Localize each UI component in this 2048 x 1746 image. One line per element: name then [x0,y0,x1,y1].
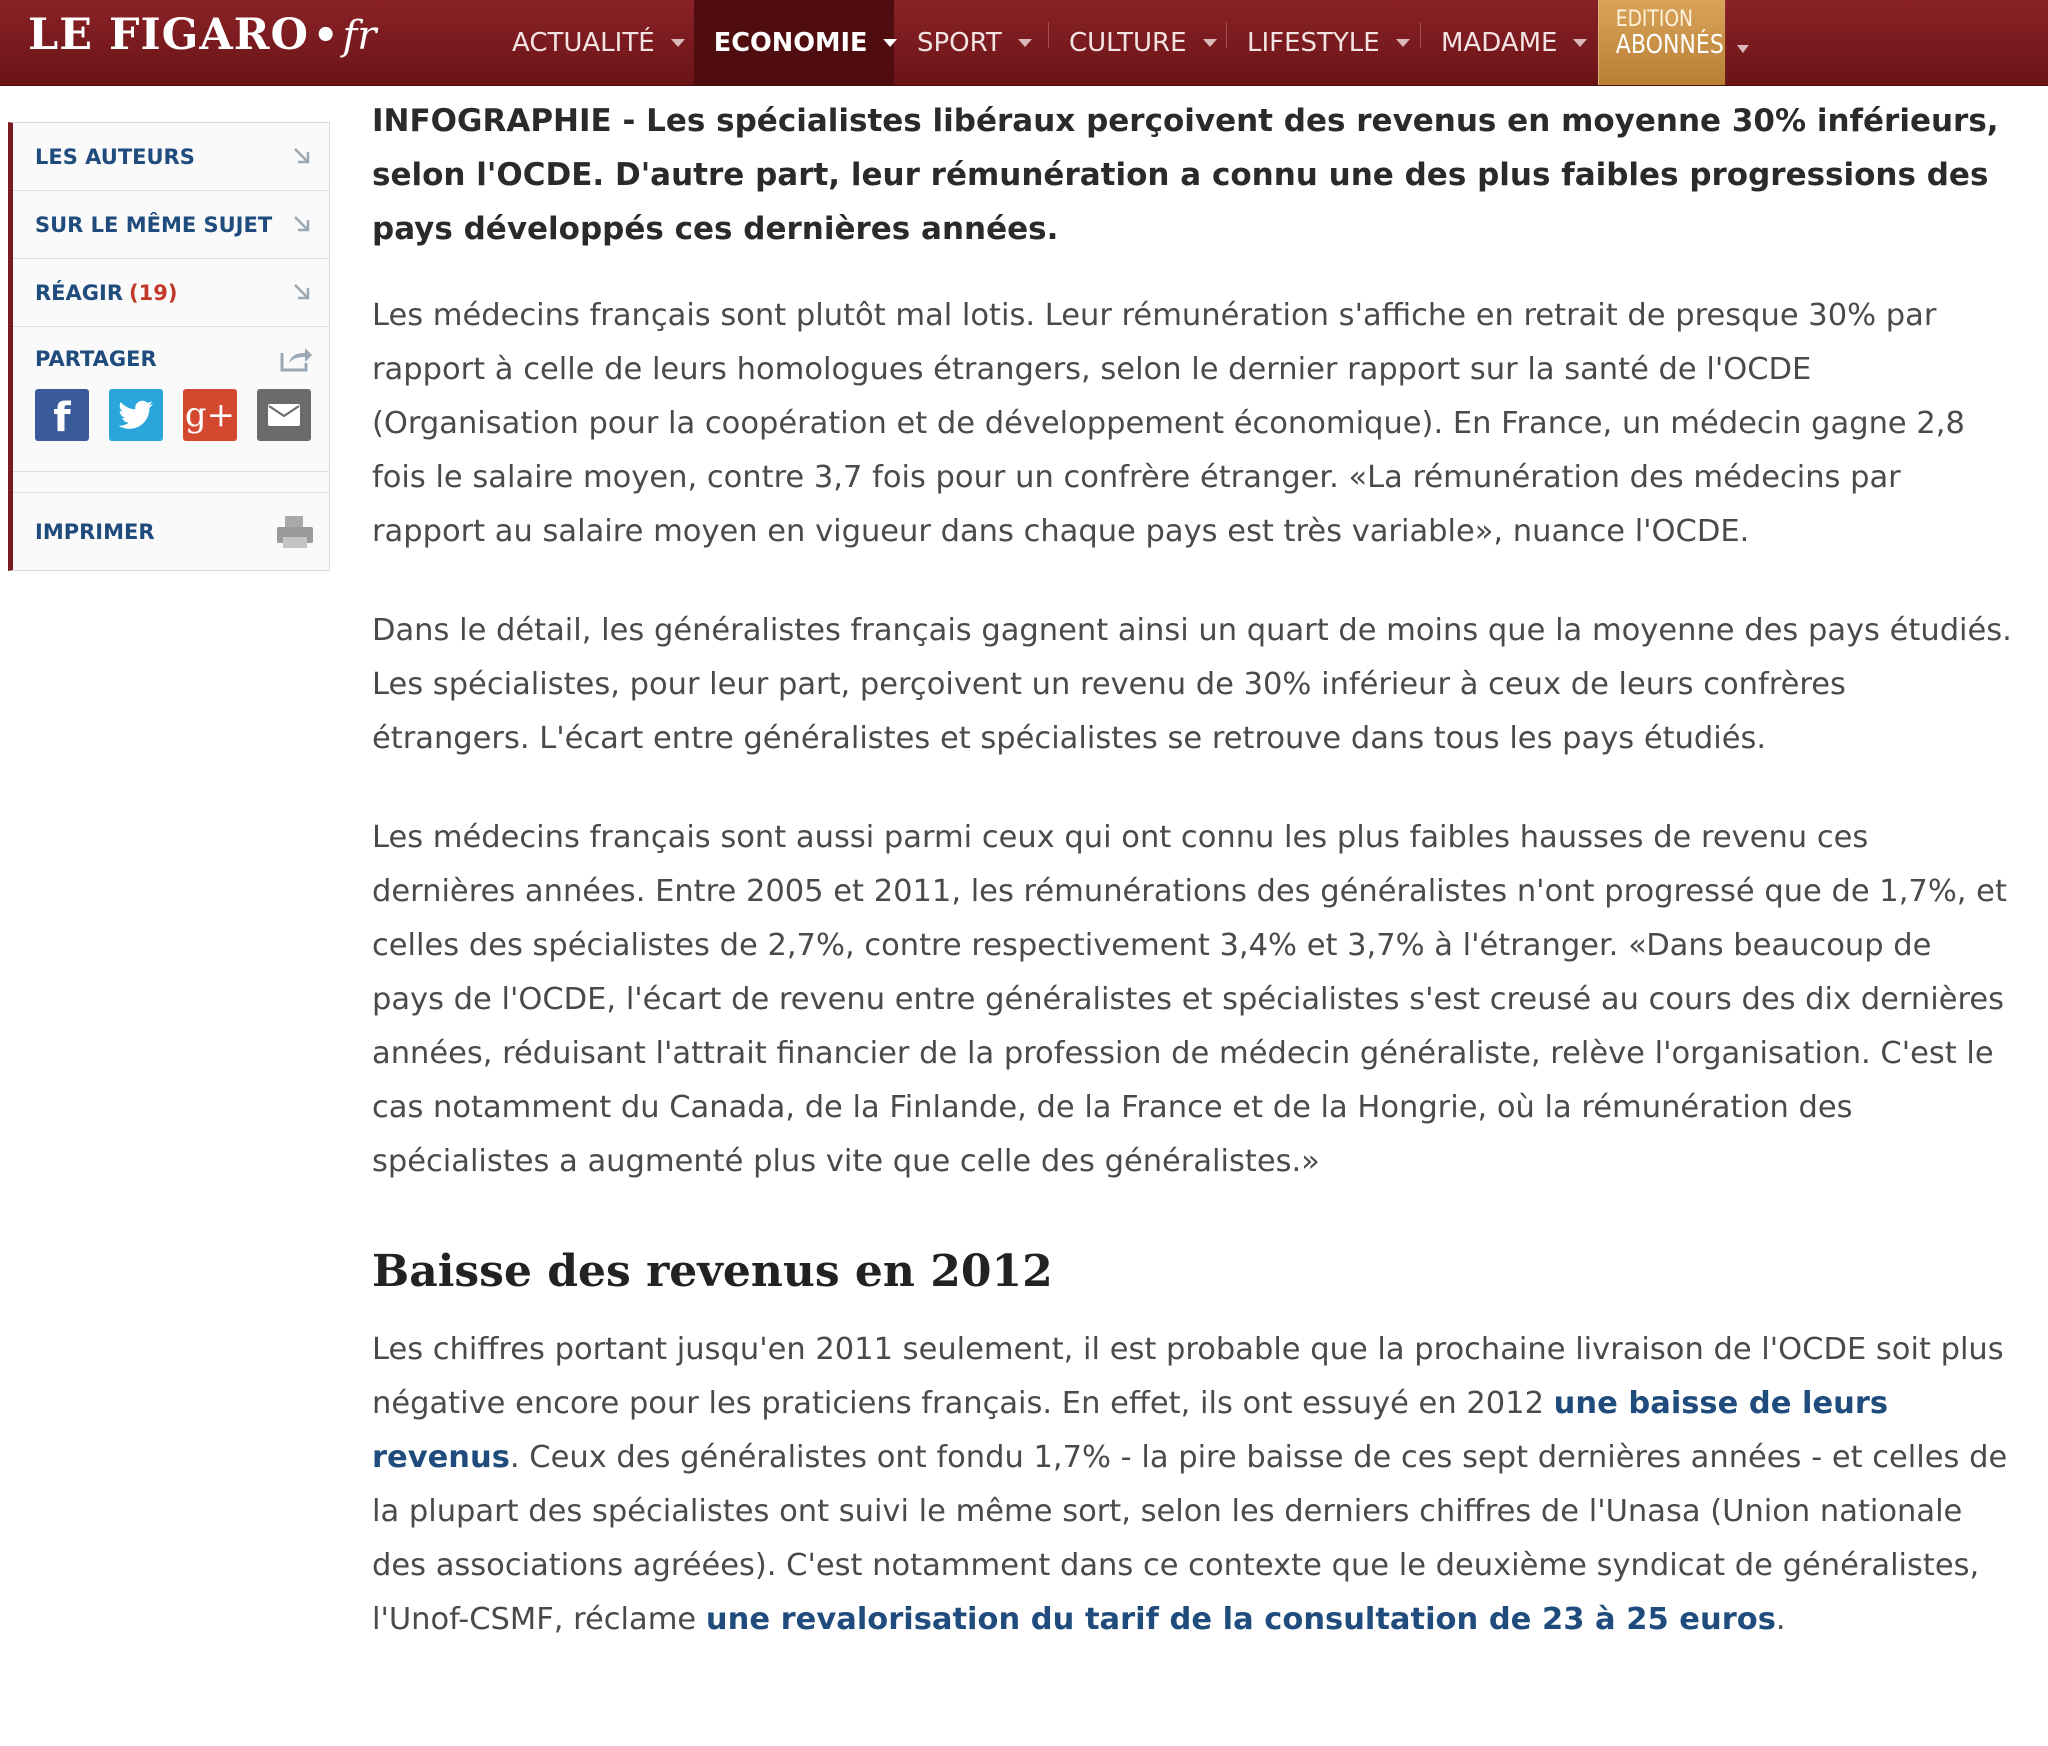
printer-icon [275,515,315,549]
arrow-down-right-icon [291,281,313,303]
nav-label: ACTUALITÉ [512,27,655,58]
arrow-down-right-icon [291,213,313,235]
facebook-icon[interactable]: f [35,389,89,441]
logo-dot: • [312,13,339,59]
chevron-down-icon [883,39,897,47]
nav-culture[interactable] [1049,0,1225,85]
googleplus-icon[interactable]: g+ [183,389,237,441]
nav-label: SPORT [917,27,1002,58]
sidebar-authors-label: LES AUTEURS [35,144,195,169]
site-logo[interactable] [28,10,376,70]
paragraph-4-text: . [1775,1602,1786,1637]
sidebar-spacer [13,472,329,492]
sidebar-same-topic[interactable] [13,191,329,259]
chevron-down-icon [1203,39,1217,47]
article-body [372,94,2012,1647]
share-buttons [35,389,329,441]
sidebar-print[interactable] [13,492,329,570]
paragraph-4-text: . Ceux des généralistes ont fondu 1,7% - la pire baisse de ces sept dernières années - et celles de la plupart des spécialistes ont suivi le même sort, selon les derniers chiffres de l'Unasa (Union nationale des associations agréées). C'est notamment dans ce contexte que le deuxième syndicat de généralistes, l'Unof-CSMF, réclame [372,1440,2008,1637]
arrow-down-right-icon [291,145,313,167]
nav-economie[interactable] [694,0,894,85]
link-baisse-revenus[interactable]: une baisse de leurs revenus [372,1386,1889,1475]
logo-text: LE FIGARO [28,10,309,60]
nav-edition-abonnes[interactable] [1598,0,1725,85]
paragraph-1: Les médecins français sont plutôt mal lotis. Leur rémunération s'affiche en retrait de presque 30% par rapport à celle de leurs homologues étrangers, selon le dernier rapport sur la santé de l'OCDE (Organisation pour la coopération et de développement économique). En France, un médecin gagne 2,8 fois le salaire moyen, contre 3,7 fois pour un confrère étranger. «La rémunération des médecins par rapport au salaire moyen en vigueur dans chaque pays est très variable», nuance l'OCDE. [372,298,1965,549]
section-heading: Baisse des revenus en 2012 [372,1246,1053,1297]
chevron-down-icon [1573,39,1587,47]
twitter-icon[interactable] [109,389,163,441]
share-out-icon [279,345,313,373]
sidebar-print-label: IMPRIMER [35,519,155,544]
chevron-down-icon [1396,39,1410,47]
nav-actualite[interactable] [492,0,706,85]
nav-label: ECONOMIE [713,27,868,58]
paragraph-2: Dans le détail, les généralistes français gagnent ainsi un quart de moins que la moyenne des pays étudiés. Les spécialistes, pour leur part, perçoivent un revenu de 30% inférieur à ceux de leurs confrères étrangers. L'écart entre généralistes et spécialistes se retrouve dans tous les pays étudiés. [372,613,2012,756]
nav-label: CULTURE [1069,27,1187,58]
nav-label: LIFESTYLE [1247,27,1380,58]
email-icon[interactable] [257,389,311,441]
paragraph-4-text: Les chiffres portant jusqu'en 2011 seulement, il est probable que la prochaine livraison de l'OCDE soit plus négative encore pour les praticiens français. En effet, ils ont essuyé en 2012 [372,1332,2004,1421]
link-revalorisation-tarif[interactable]: une revalorisation du tarif de la consultation de 23 à 25 euros [705,1602,1776,1637]
twitter-bird-icon [118,400,154,430]
sidebar-react-label: RÉAGIR [35,280,123,305]
nav-label: MADAME [1441,27,1558,58]
sidebar-share [13,327,329,472]
envelope-icon [267,403,301,427]
abonnes-line2: ABONNÉS [1616,30,1749,60]
chevron-down-icon [1737,45,1749,53]
sidebar-react[interactable] [13,259,329,327]
chevron-down-icon [671,39,685,47]
top-navigation-bar [0,0,2048,86]
nav-sport[interactable] [897,0,1047,85]
chevron-down-icon [1018,39,1032,47]
sidebar-share-label: PARTAGER [35,347,157,371]
paragraph-4 [372,1323,2012,1647]
paragraph-3: Les médecins français sont aussi parmi ceux qui ont connu les plus faibles hausses de revenu ces dernières années. Entre 2005 et 2011, les rémunérations des généralistes n'ont progressé que de 1,7%, et celles des spécialistes de 2,7%, contre respectivement 3,4% et 3,7% à l'étranger. «Dans beaucoup de pays de l'OCDE, l'écart de revenu entre généralistes et spécialistes s'est creusé au cours des dix dernières années, réduisant l'attrait financier de la profession de médecin généraliste, relève l'organisation. C'est le cas notamment du Canada, de la Finlande, de la France et de la Hongrie, où la rémunération des spécialistes a augmenté plus vite que celle des généralistes.» [372,820,2007,1179]
article-tools-sidebar [8,122,330,571]
nav-lifestyle[interactable] [1227,0,1419,85]
logo-extension: fr [342,13,377,59]
nav-madame[interactable] [1421,0,1597,85]
comment-count: (19) [129,280,178,305]
sidebar-authors[interactable] [13,123,329,191]
abonnes-line1: EDITION [1615,6,1693,32]
article-lead: INFOGRAPHIE - Les spécialistes libéraux perçoivent des revenus en moyenne 30% inférieurs, selon l'OCDE. D'autre part, leur rémunération a connu une des plus faibles progressions des pays développés ces dernières années. [372,103,1999,247]
sidebar-same-topic-label: SUR LE MÊME SUJET [35,212,273,237]
